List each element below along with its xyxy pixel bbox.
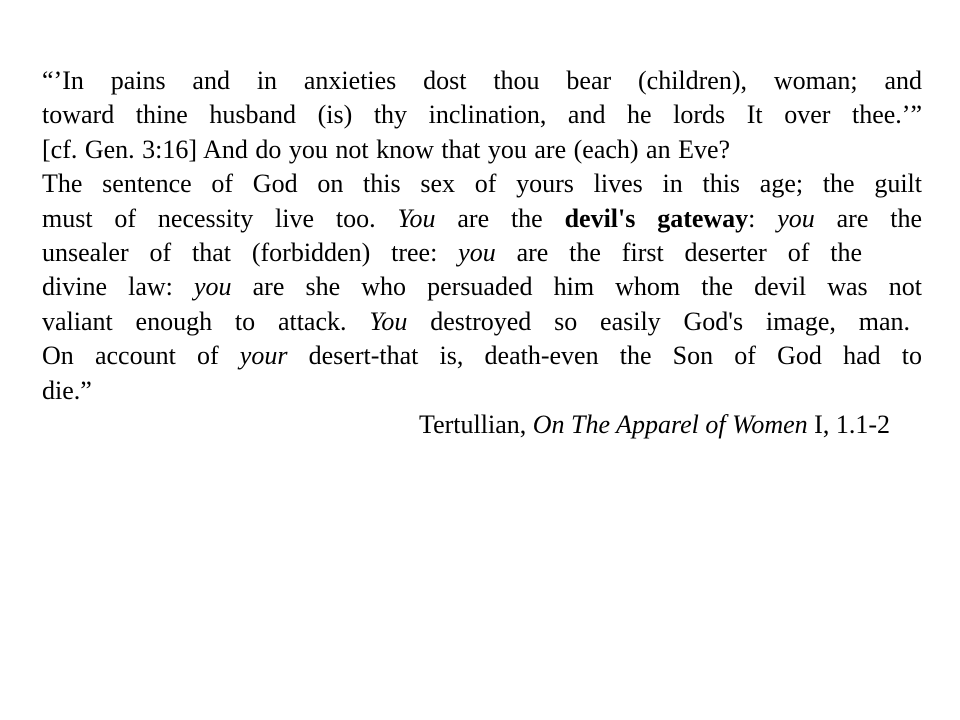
- quote-text: :: [748, 203, 778, 233]
- quote-text: On account of: [42, 341, 240, 371]
- attribution-author: Tertullian,: [419, 410, 533, 440]
- attribution: [42, 408, 922, 442]
- quote-line-4: The sentence of God on this sex of yours lives in this age; the guilt: [42, 169, 922, 199]
- attribution-reference: I, 1.1-2: [807, 410, 890, 440]
- quote-block: [42, 64, 922, 442]
- quote-line-1: “’In pains and in anxieties dost thou bear (children), woman; and: [42, 66, 922, 95]
- emphasis-devils-gateway: devil's gateway: [564, 203, 749, 233]
- quote-line-3: [cf. Gen. 3:16] And do you not know that you are (each) an Eve?: [42, 134, 731, 164]
- quote-text: destroyed so easily God's image, man.: [407, 306, 910, 336]
- quote-text: valiant enough to attack.: [42, 306, 370, 336]
- quote-text: desert-that is, death-even the Son of God had to: [287, 341, 923, 371]
- quote-text: are the: [435, 203, 565, 233]
- emphasis-you: You: [369, 306, 408, 336]
- emphasis-you: you: [193, 272, 232, 302]
- quote-text: are she who persuaded him whom the devil was not: [231, 272, 922, 302]
- quote-line-6: [42, 236, 922, 270]
- quote-text: unsealer of that (forbidden) tree:: [42, 238, 459, 268]
- quote-text: are the: [814, 203, 922, 233]
- quote-text: divine law:: [42, 272, 194, 302]
- emphasis-you: You: [397, 203, 436, 233]
- quote-line-9: [42, 339, 922, 373]
- quote-text: must of necessity live too.: [42, 203, 398, 233]
- emphasis-you: you: [458, 238, 496, 268]
- attribution-work-title: On The Apparel of Women: [532, 410, 808, 440]
- quote-line-7: [42, 270, 922, 304]
- emphasis-you: you: [777, 203, 815, 233]
- quote-line-2: toward thine husband (is) thy inclination, and he lords It over thee.’”: [42, 100, 922, 130]
- quote-line-10: die.”: [42, 375, 92, 405]
- emphasis-your: your: [239, 341, 288, 371]
- quote-line-8: [42, 305, 922, 339]
- quote-line-5: [42, 202, 922, 236]
- quote-text: are the first deserter of the: [495, 238, 862, 268]
